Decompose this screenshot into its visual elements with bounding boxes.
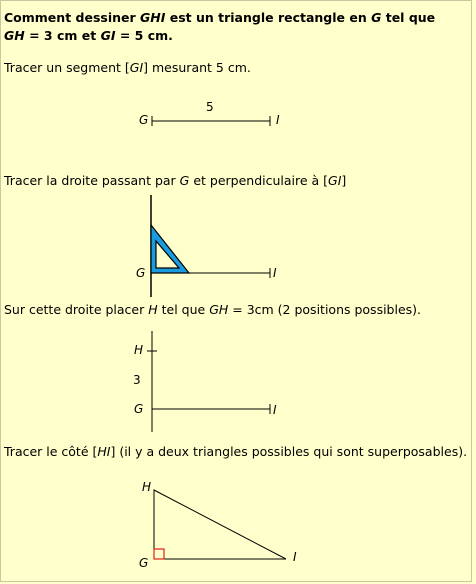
step3-label-g: G bbox=[134, 402, 144, 416]
title-line-1: Comment dessiner GHI est un triangle rectangle en G tel que bbox=[4, 10, 436, 25]
step1-length-label: 5 bbox=[206, 100, 214, 114]
step4-instruction: Tracer le côté [HI] (il y a deux triangles possibles qui sont superposables). bbox=[4, 444, 468, 459]
step2-label-i: I bbox=[273, 266, 277, 280]
step4-label-i: I bbox=[293, 550, 297, 564]
step2-label-g: G bbox=[136, 266, 146, 280]
step3-instruction: Sur cette droite placer H tel que GH = 3cm (2 positions possibles). bbox=[4, 302, 422, 317]
step1-figure bbox=[152, 116, 270, 126]
title-line-2: GH = 3 cm et GI = 5 cm. bbox=[4, 28, 173, 43]
step1-instruction: Tracer un segment [GI] mesurant 5 cm. bbox=[4, 60, 251, 75]
step4-label-g: G bbox=[139, 556, 149, 570]
step4-label-h: H bbox=[142, 480, 152, 494]
triangle-ghi bbox=[154, 490, 286, 559]
step2-instruction: Tracer la droite passant par G et perpendiculaire à [GI] bbox=[4, 173, 347, 188]
set-square-icon bbox=[151, 225, 189, 273]
step1-label-g: G bbox=[139, 113, 149, 127]
step3-label-i: I bbox=[273, 403, 277, 417]
step2-figure bbox=[151, 195, 270, 297]
step3-figure bbox=[147, 331, 270, 432]
right-angle-mark-icon bbox=[154, 549, 164, 559]
step3-label-h: H bbox=[134, 343, 144, 357]
step3-label-3: 3 bbox=[133, 373, 141, 387]
step4-figure bbox=[154, 490, 286, 559]
step1-label-i: I bbox=[276, 113, 280, 127]
